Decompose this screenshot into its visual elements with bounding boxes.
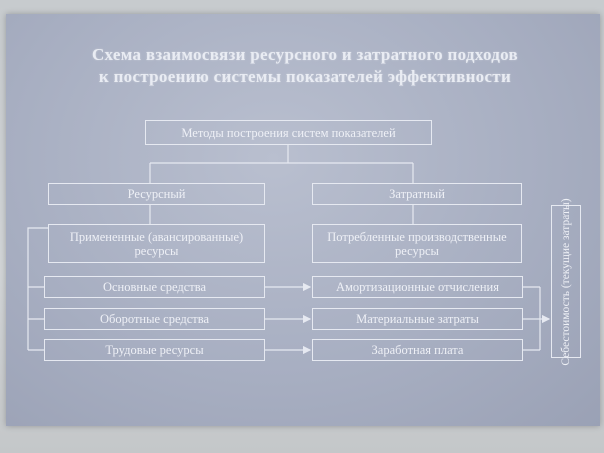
cost-price-label: Себестоимость (текущие затраты) [560,197,572,366]
cost-price-node [551,197,581,366]
material-costs-node: Материальные затраты [312,308,523,330]
cost-approach-node: Затратный [312,183,522,205]
root-node: Методы построения систем показателей [145,120,432,145]
consumed-resources-node: Потребленные производственные ресурсы [312,224,522,263]
labor-resources-node: Трудовые ресурсы [44,339,265,361]
fixed-assets-node: Основные средства [44,276,265,298]
depreciation-node: Амортизационные отчисления [312,276,523,298]
wages-node: Заработная плата [312,339,523,361]
resource-approach-node: Ресурсный [48,183,265,205]
title-line-2: к построению системы показателей эффективности [98,67,512,86]
working-capital-node: Оборотные средства [44,308,265,330]
applied-resources-node: Примененные (авансированные) ресурсы [48,224,265,263]
title-line-1: Схема взаимосвязи ресурсного и затратного подходов [91,45,519,64]
